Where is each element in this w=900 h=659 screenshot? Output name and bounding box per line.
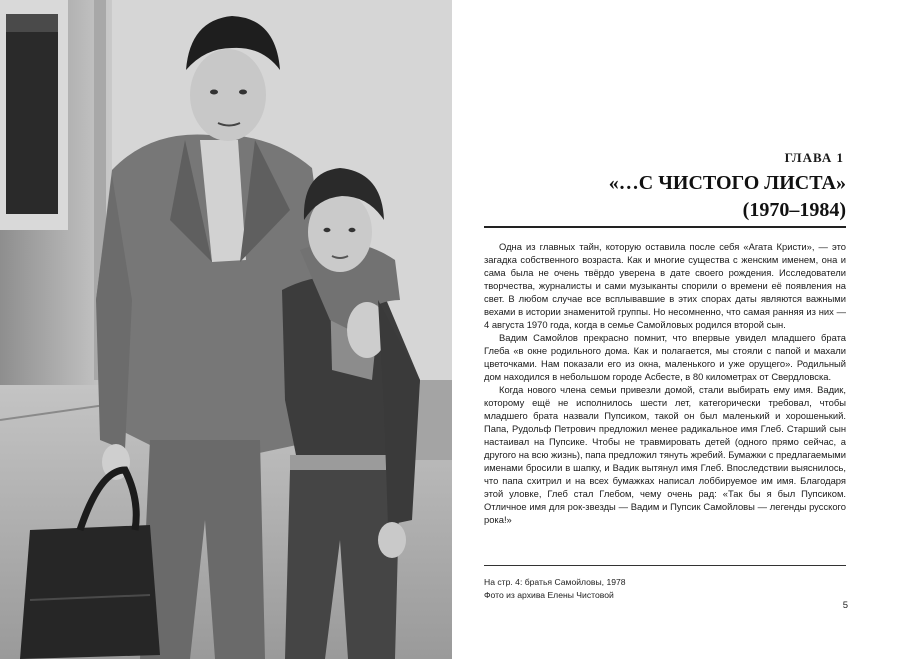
title-rule <box>484 226 846 228</box>
chapter-years: (1970–1984) <box>742 199 846 221</box>
page-number: 5 <box>842 600 848 611</box>
caption-line: На стр. 4: братья Самойловы, 1978 <box>484 577 626 587</box>
caption-credit: Фото из архива Елены Чистовой <box>484 590 614 600</box>
paragraph: Когда нового члена семьи привезли домой, стали выбирать ему имя. Вадик, которому ещё не исполнилось шести лет, категорически требовал, чтобы младшего брата назвали Пупсиком, такой он был маленький и хорошенький. Папа, Рудольф Петрович предложил менее радикальное имя Глеб. Старший сын настаивал на Пупсике. Чтобы не травмировать детей (одного прямо сейчас, а другого на всю жизнь), папа предложил тянуть жребий. Бумажки с предлагаемыми именами бросили в шапку, и Вадик вытянул имя Глеб. Впоследствии выяснилось, что папа схитрил и на всех бумажках написал лоббируемое им имя. Благодаря этой уловке, Глеб стал Глебом, чему очень рад: «Так бы я был Пупсиком. Отличное имя для рок-звезды — Вадим и Пупсик Самойловы — легенды русского рока!» <box>484 384 846 525</box>
chapter-body <box>484 240 846 526</box>
paragraph: Одна из главных тайн, которую оставила после себя «Агата Кристи», — это загадка собственного возраста. Как и многие существа с женским именем, она и сама была не очень твёрдо уверена в дате своего рождения. Исследователи творчества, журналисты и сами музыканты спорили о времени её появления на свет. В любом случае все всплывавшие в этих спорах даты являются важными вехами в истории знаменитой группы. Но несомненно, что самая ранняя из них — 4 августа 1970 года, когда в семье Самойловых родился второй сын. <box>484 241 846 330</box>
photo-caption <box>484 576 784 602</box>
caption-rule <box>484 565 846 566</box>
right-page <box>460 0 900 659</box>
paragraph: Вадим Самойлов прекрасно помнит, что впервые увидел младшего брата Глеба «в окне родильного дома. Как и полагается, мы стояли с папой и махали цветочками. Нам показали его из окна, маленького и уже орущего». Родильный дом находился в небольшом городе Асбесте, в 80 километрах от Свердловска. <box>484 332 846 382</box>
chapter-label: ГЛАВА 1 <box>784 150 844 165</box>
chapter-title: «…С ЧИСТОГО ЛИСТА» <box>608 172 846 194</box>
